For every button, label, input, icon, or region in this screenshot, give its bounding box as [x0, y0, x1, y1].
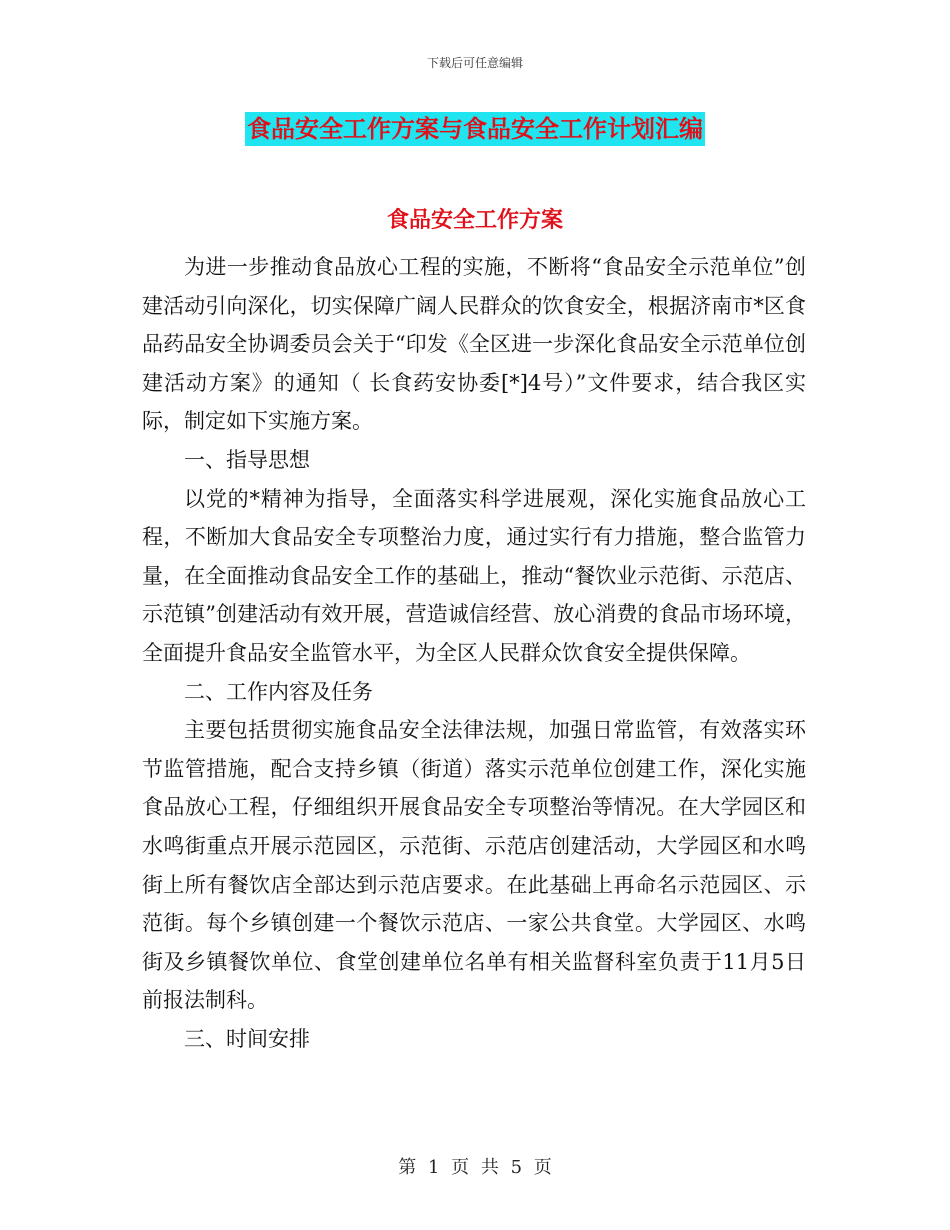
heading-schedule: 三、时间安排 — [184, 1026, 310, 1051]
document-body — [142, 248, 806, 1058]
heading-work-content: 二、工作内容及任务 — [184, 679, 373, 704]
header-note: 下载后可任意编辑 — [426, 56, 523, 70]
main-title: 食品安全工作方案与食品安全工作计划汇编 — [245, 112, 705, 146]
main-title-container — [0, 112, 950, 146]
heading-guiding-thought: 一、指导思想 — [184, 447, 310, 472]
paragraph-work-content: 主要包括贯彻实施食品安全法律法规，加强日常监管，有效落实环节监管措施，配合支持乡镇（街道）落实示范单位创建工作，深化实施食品放心工程，仔细组织开展食品安全专项整治等情况。在大学园区和水鸣街重点开展示范园区，示范街、示范店创建活动，大学园区和水鸣街上所有餐饮店全部达到示范店要求。在此基础上再命名示范园区、示范街。每个乡镇创建一个餐饮示范店、一家公共食堂。大学园区、水鸣街及乡镇餐饮单位、食堂创建单位名单有相关监督科室负责于11月5日前报法制科。 — [142, 718, 806, 1013]
paragraph-intro: 为进一步推动食品放心工程的实施，不断将“食品安全示范单位”创建活动引向深化，切实保障广阔人民群众的饮食安全，根据济南市*区食品药品安全协调委员会关于“印发《全区进一步深化食品安全示范单位创建活动方案》的通知（ 长食药安协委[*]4号）”文件要求，结合我区实际，制定如下实施方案。 — [142, 255, 806, 434]
section-title: 食品安全工作方案 — [386, 208, 563, 233]
paragraph-guiding-thought: 以党的*精神为指导，全面落实科学进展观，深化实施食品放心工程，不断加大食品安全专项整治力度，通过实行有力措施，整合监管力量，在全面推动食品安全工作的基础上，推动“餐饮业示范街、示范店、示范镇”创建活动有效开展，营造诚信经营、放心消费的食品市场环境，全面提升食品安全监管水平，为全区人民群众饮食安全提供保障。 — [142, 486, 806, 665]
page-footer: 第 1 页 共 5 页 — [398, 1157, 552, 1178]
